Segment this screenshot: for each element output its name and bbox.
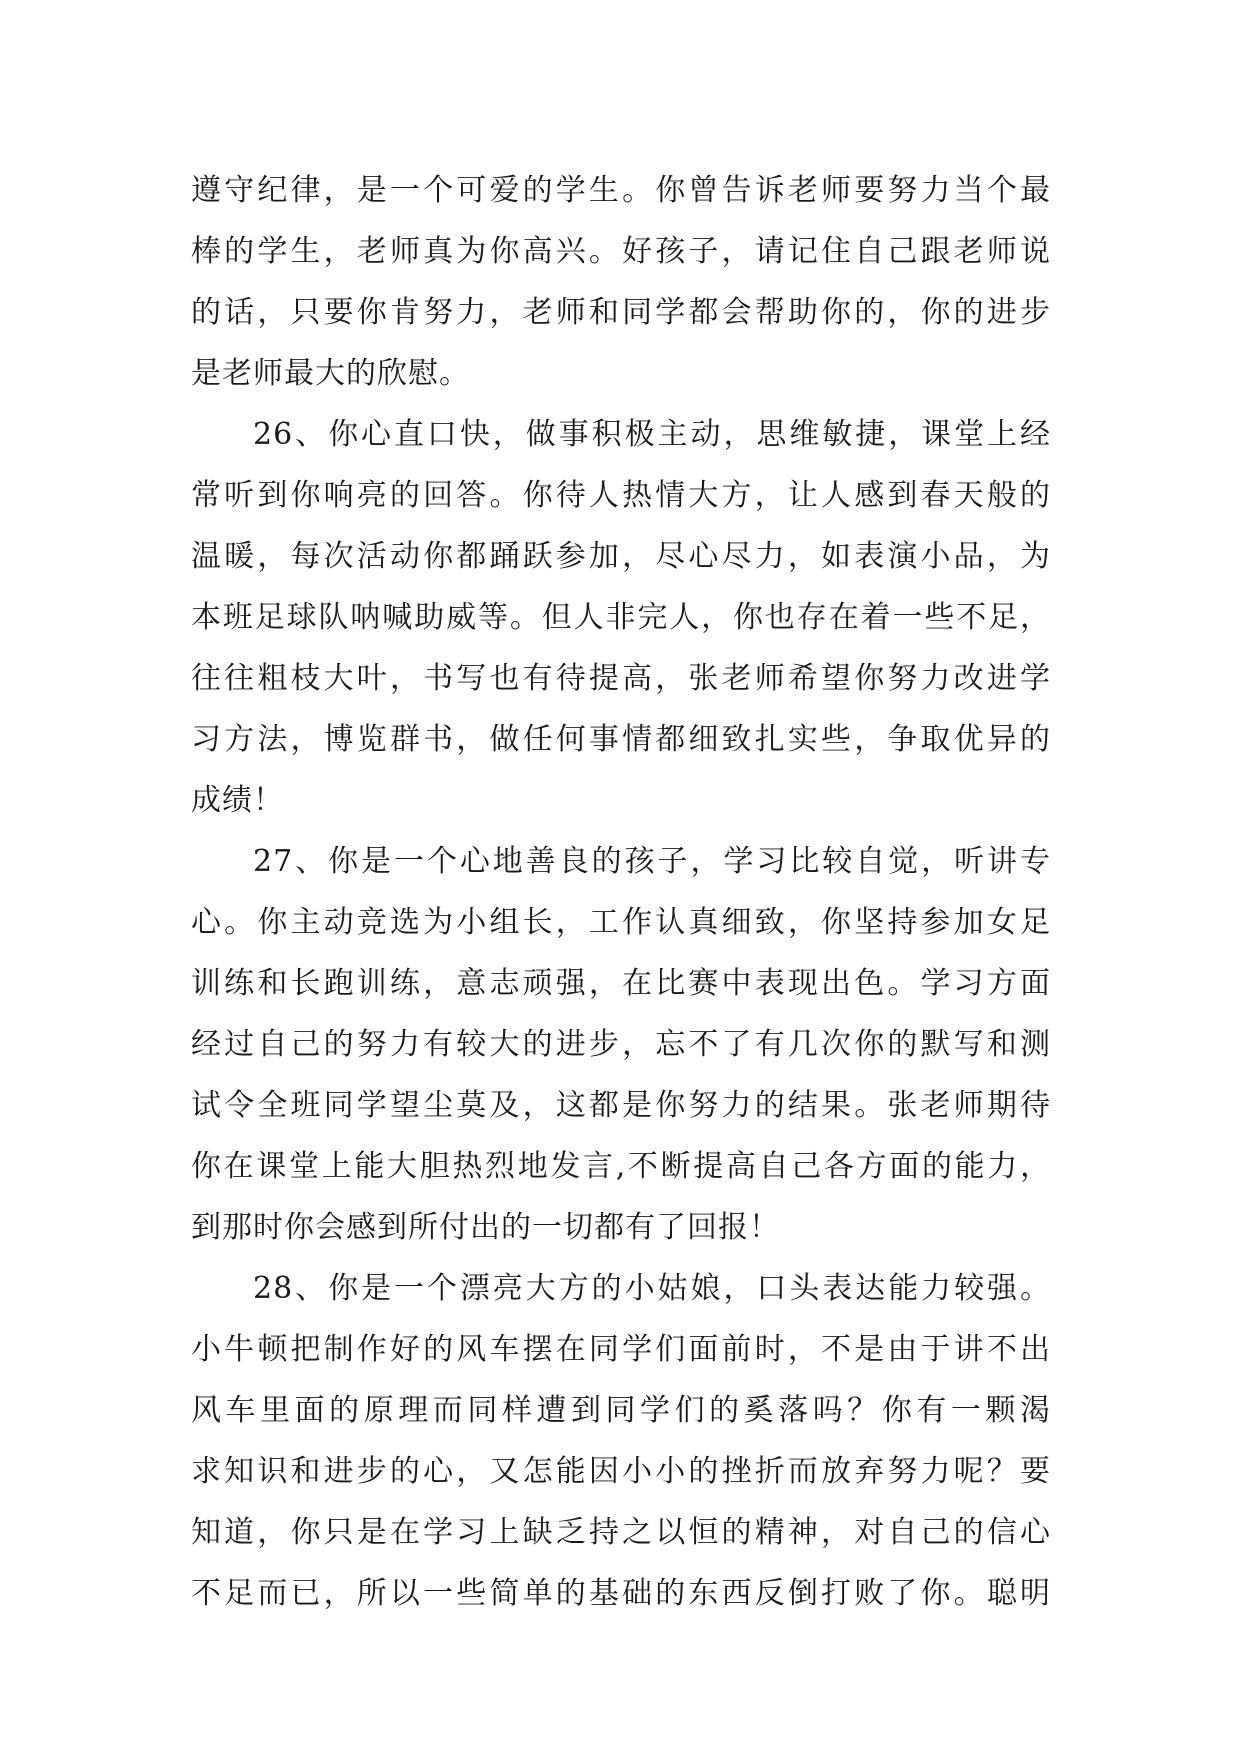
text-line: 的话，只要你肯努力，老师和同学都会帮助你的，你的进步	[191, 295, 1051, 330]
text-line: 你在课堂上能大胆热烈地发言,不断提高自己各方面的能力，	[191, 1149, 1051, 1184]
text-line: 遵守纪律，是一个可爱的学生。你曾告诉老师要努力当个最	[191, 173, 1051, 208]
paragraph-28-start: 28、你是一个漂亮大方的小姑娘，口头表达能力较强。	[253, 1271, 1051, 1306]
text-line: 经过自己的努力有较大的进步，忘不了有几次你的默写和测	[191, 1027, 1051, 1062]
text-line: 习方法，博览群书，做任何事情都细致扎实些，争取优异的	[191, 722, 1051, 757]
body-text	[191, 160, 1051, 1624]
text-line: 成绩！	[191, 783, 284, 818]
text-line: 训练和长跑训练，意志顽强，在比赛中表现出色。学习方面	[191, 966, 1051, 1001]
text-line: 往往粗枝大叶，书写也有待提高，张老师希望你努力改进学	[191, 661, 1051, 696]
text-line: 试令全班同学望尘莫及，这都是你努力的结果。张老师期待	[191, 1088, 1051, 1123]
text-line: 棒的学生，老师真为你高兴。好孩子，请记住自己跟老师说	[191, 234, 1051, 269]
text-line: 小牛顿把制作好的风车摆在同学们面前时，不是由于讲不出	[191, 1332, 1051, 1367]
text-line: 求知识和进步的心，又怎能因小小的挫折而放弃努力呢？要	[191, 1454, 1051, 1489]
paragraph-27-start: 27、你是一个心地善良的孩子，学习比较自觉，听讲专	[253, 844, 1051, 879]
paragraph-26-start: 26、你心直口快，做事积极主动，思维敏捷，课堂上经	[253, 417, 1051, 452]
text-line: 常听到你响亮的回答。你待人热情大方，让人感到春天般的	[191, 478, 1051, 513]
text-line: 心。你主动竞选为小组长，工作认真细致，你坚持参加女足	[191, 905, 1051, 940]
text-line: 到那时你会感到所付出的一切都有了回报！	[191, 1210, 780, 1245]
text-line: 风车里面的原理而同样遭到同学们的奚落吗？你有一颗渴	[191, 1393, 1051, 1428]
text-line: 不足而已，所以一些简单的基础的东西反倒打败了你。聪明	[191, 1576, 1051, 1611]
text-line: 是老师最大的欣慰。	[191, 356, 470, 391]
text-line: 本班足球队呐喊助威等。但人非完人，你也存在着一些不足，	[191, 600, 1051, 635]
text-line: 温暖，每次活动你都踊跃参加，尽心尽力，如表演小品，为	[191, 539, 1051, 574]
text-line: 知道，你只是在学习上缺乏持之以恒的精神，对自己的信心	[191, 1515, 1051, 1550]
